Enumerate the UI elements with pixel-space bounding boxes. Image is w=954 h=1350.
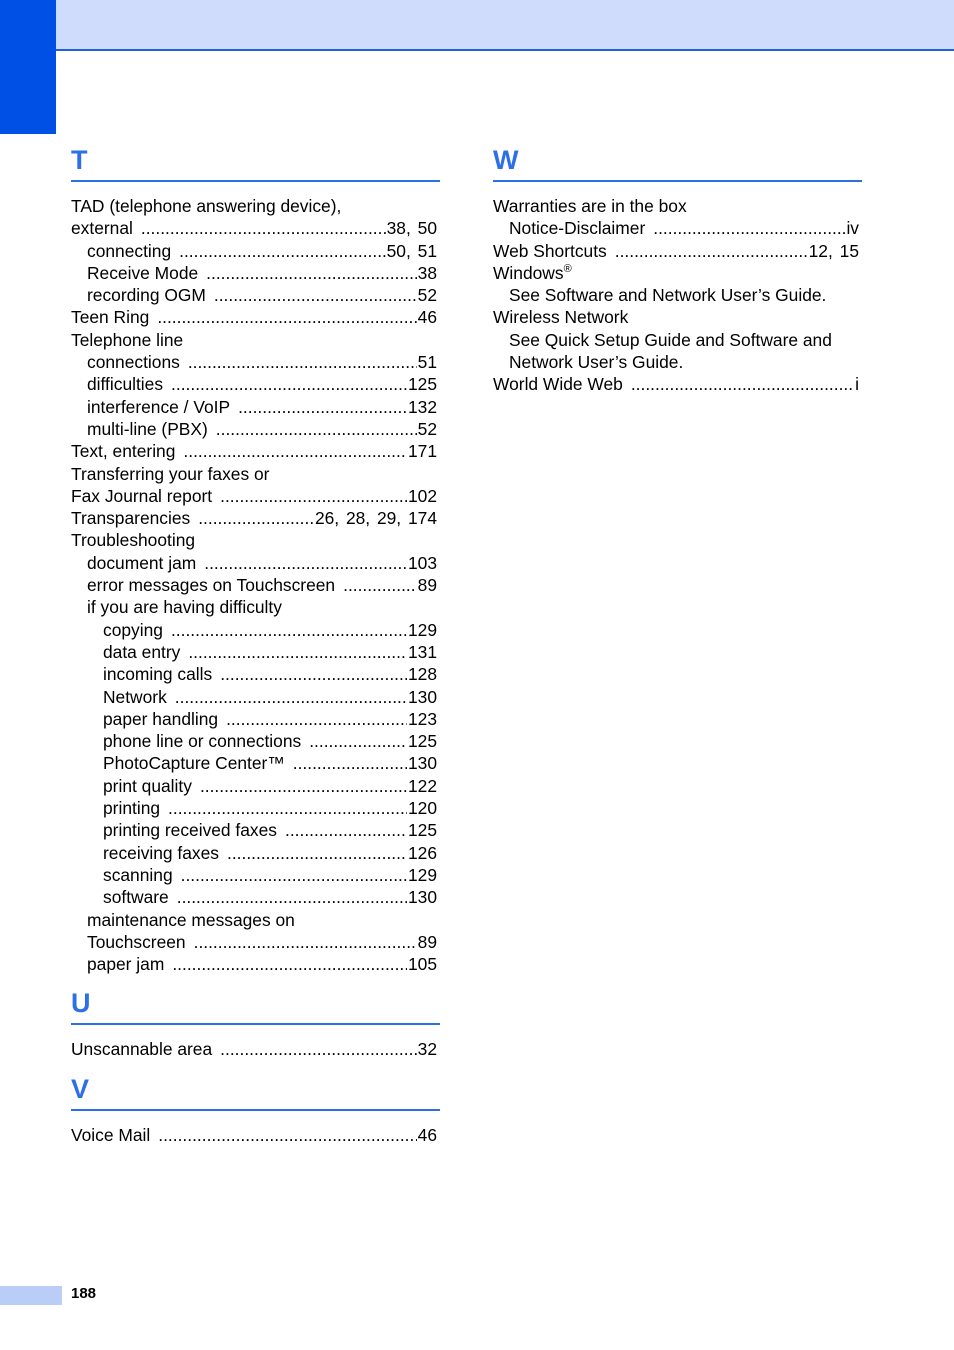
registered-mark: ® <box>563 263 572 276</box>
section-heading-t: T <box>71 140 440 182</box>
index-entry: recording OGM ..... 52 <box>71 284 437 306</box>
index-entry: Fax Journal report ..... 102 <box>71 485 437 507</box>
index-entry: Teen Ring ..... 46 <box>71 306 437 328</box>
index-entry: Troubleshooting <box>71 530 196 551</box>
index-entry: Transparencies ..... 26, 28, 29, 174 <box>71 507 437 529</box>
index-entry: See Quick Setup Guide and Software and <box>509 329 832 350</box>
index-entry: Text, entering ..... 171 <box>71 440 437 462</box>
index-entry: receiving faxes ..... 126 <box>71 842 437 864</box>
index-entry: copying ..... 129 <box>71 619 437 641</box>
index-entry: connections ..... 51 <box>71 351 437 373</box>
index-entry: World Wide Web ..... i <box>493 373 859 395</box>
index-entry: external ..... 38, 50 <box>71 217 437 239</box>
header-band <box>0 0 954 51</box>
index-entry: Network ..... 130 <box>71 686 437 708</box>
index-entry: Unscannable area ..... 32 <box>71 1038 437 1060</box>
index-entry: phone line or connections ..... 125 <box>71 730 437 752</box>
index-entry: document jam ..... 103 <box>71 552 437 574</box>
index-entry: maintenance messages on <box>87 909 295 930</box>
index-entry: scanning ..... 129 <box>71 864 437 886</box>
index-entry: if you are having difficulty <box>87 597 282 618</box>
page-number: 188 <box>71 1285 97 1302</box>
index-entry: Network User’s Guide. <box>509 352 684 373</box>
index-entry: PhotoCapture Center™ ..... 130 <box>71 752 437 774</box>
index-section-w <box>493 140 862 396</box>
index-entry: Web Shortcuts ..... 12, 15 <box>493 240 859 262</box>
section-heading-v: V <box>71 1069 440 1111</box>
index-entry: TAD (telephone answering device), <box>71 196 342 216</box>
section-heading-w: W <box>493 140 862 182</box>
index-column-right <box>493 140 862 404</box>
index-entry: error messages on Touchscreen ..... 89 <box>71 574 437 596</box>
index-entry: printing ..... 120 <box>71 797 437 819</box>
index-entry: paper jam ..... 105 <box>71 953 437 975</box>
index-entry: Transferring your faxes or <box>71 463 270 484</box>
index-entry: paper handling ..... 123 <box>71 708 437 730</box>
index-entry: Wireless Network <box>493 307 629 328</box>
index-column-left <box>71 140 440 1154</box>
index-entry: Warranties are in the box <box>493 196 687 216</box>
index-entry: Touchscreen ..... 89 <box>71 931 437 953</box>
index-section-t <box>71 140 440 975</box>
index-entry: connecting ..... 50, 51 <box>71 240 437 262</box>
index-section-v <box>71 1069 440 1146</box>
index-entry: incoming calls ..... 128 <box>71 663 437 685</box>
section-heading-u: U <box>71 983 440 1025</box>
index-entry: data entry ..... 131 <box>71 641 437 663</box>
index-entry: difficulties ..... 125 <box>71 373 437 395</box>
index-entry: multi-line (PBX) ..... 52 <box>71 418 437 440</box>
index-entry: See Software and Network User’s Guide. <box>509 285 827 306</box>
chapter-tab <box>0 0 56 134</box>
index-entry: interference / VoIP ..... 132 <box>71 396 437 418</box>
index-entry: Windows® <box>493 262 572 283</box>
index-entry: print quality ..... 122 <box>71 775 437 797</box>
index-entry: printing received faxes ..... 125 <box>71 819 437 841</box>
index-entry: software ..... 130 <box>71 886 437 908</box>
index-entry: Voice Mail ..... 46 <box>71 1124 437 1146</box>
page-number-marker <box>0 1286 62 1305</box>
index-section-u <box>71 983 440 1060</box>
index-entry: Notice-Disclaimer ..... iv <box>493 217 859 239</box>
index-entry: Receive Mode ..... 38 <box>71 262 437 284</box>
index-entry: Telephone line <box>71 329 184 350</box>
